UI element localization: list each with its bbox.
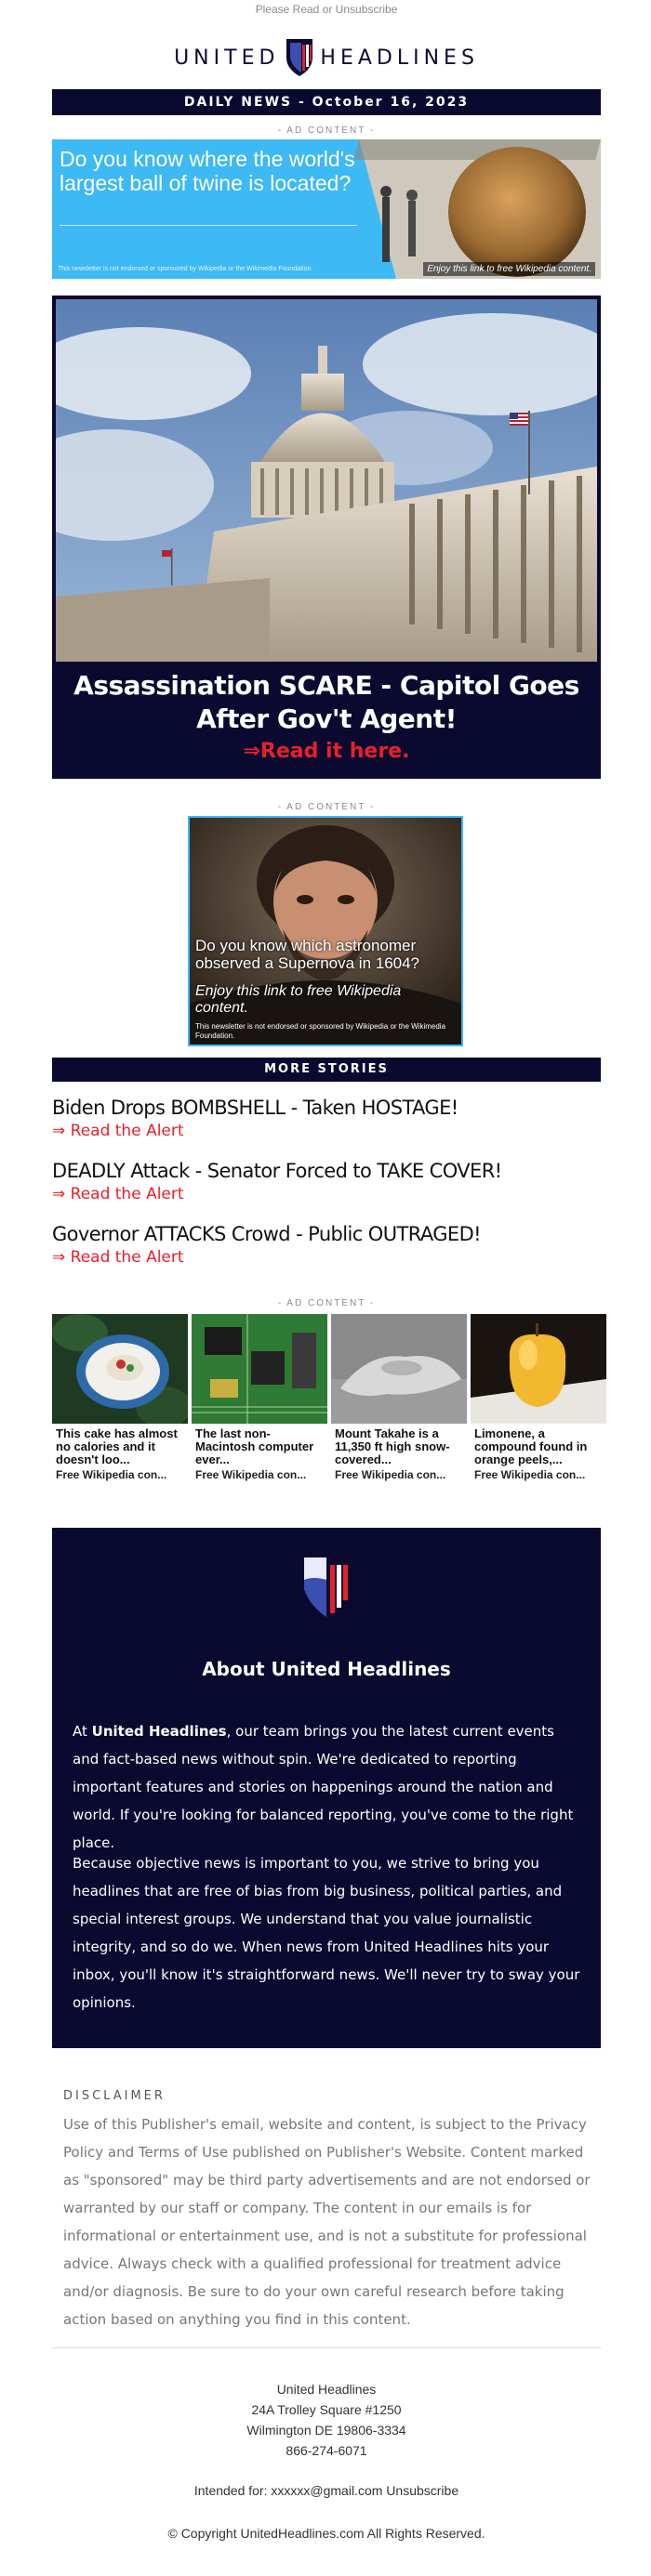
ad-card-source: Free Wikipedia con...: [474, 1468, 586, 1481]
footer-intended-for: [52, 2483, 601, 2498]
story-item[interactable]: [52, 1095, 601, 1149]
about-p1-rest: , our team brings you the latest current events and fact-based news without spin. We're dedicated to reporting important features and stories on happenings around the nation and world. If you're looking for balanced reporting, you've come to the right place.: [73, 1723, 574, 1851]
footer-address: [52, 2379, 601, 2461]
preheader[interactable]: [52, 0, 601, 19]
footer-street: 24A Trolley Square #1250: [251, 2402, 402, 2417]
ad-card-image: [192, 1314, 327, 1424]
ad-grid: [52, 1314, 601, 1500]
about-section: [52, 1528, 601, 2048]
about-paragraph-1: [73, 1717, 580, 1857]
footer-city: Wilmington DE 19806-3334: [246, 2423, 406, 2438]
ad-card-image: [52, 1314, 188, 1424]
story-headline[interactable]: DEADLY Attack - Senator Forced to TAKE COVER!: [52, 1160, 502, 1182]
ad-label: - AD CONTENT -: [277, 125, 376, 136]
ad-label-2: - AD CONTENT -: [277, 802, 376, 812]
disclaimer-text: Use of this Publisher's email, website and content, is subject to the Privacy Policy and Terms of Use published on Publisher's Website. Content marked as "sponsored" may be third party advertisements and are not endorsed or warranted by our staff or company. The content in our emails is for informational or entertainment use, and is not a substitute for professional advice. Always check with a qualified professional for treatment advice and/or diagnosis. Be sure to do your own careful research before taking action based on anything you find in this content.: [63, 2116, 591, 2328]
lemon-photo: [471, 1314, 606, 1424]
shield-flag-icon: [285, 37, 314, 78]
ad-label-3: - AD CONTENT -: [277, 1298, 376, 1308]
unsubscribe-link[interactable]: Unsubscribe: [386, 2483, 459, 2498]
about-title: About United Headlines: [202, 1658, 451, 1680]
shield-flag-icon: [299, 1552, 354, 1626]
ad-card-source: Free Wikipedia con...: [335, 1468, 446, 1481]
ad-card[interactable]: [471, 1314, 606, 1500]
about-p1-brand: United Headlines: [91, 1723, 227, 1740]
ad-card-title: This cake has almost no calories and it doesn't loo...: [56, 1427, 178, 1466]
circuit-board-photo: [192, 1314, 327, 1424]
ad1-caption: Enjoy this link to free Wikipedia content.: [423, 262, 595, 276]
logo[interactable]: [52, 35, 601, 80]
logo-word-united: UNITED: [174, 46, 280, 70]
story-read-link[interactable]: ⇒ Read the Alert: [52, 1185, 184, 1203]
hero-read-link[interactable]: ⇒Read it here.: [243, 740, 410, 763]
cake-photo: [52, 1314, 188, 1424]
ad-card[interactable]: [52, 1314, 188, 1500]
preheader-text[interactable]: Please Read or Unsubscribe: [255, 3, 398, 16]
story-item[interactable]: [52, 1221, 601, 1275]
copyright: © Copyright UnitedHeadlines.com All Rights Reserved.: [167, 2526, 485, 2541]
ad-card[interactable]: [192, 1314, 327, 1500]
story-headline[interactable]: Governor ATTACKS Crowd - Public OUTRAGED!: [52, 1223, 481, 1245]
mount-takahe-photo: [331, 1314, 467, 1424]
capitol-photo: [56, 299, 597, 662]
hero-headline[interactable]: Assassination SCARE - Capitol Goes After Gov't Agent!: [73, 670, 579, 734]
recipient-email[interactable]: xxxxxx@gmail.com: [271, 2483, 383, 2498]
ad-card[interactable]: [331, 1314, 467, 1500]
ad-card-source: Free Wikipedia con...: [195, 1468, 307, 1481]
ad-card-title: Mount Takahe is a 11,350 ft high snow-covered...: [335, 1427, 450, 1466]
ad-card-image: [471, 1314, 606, 1424]
story-headline[interactable]: Biden Drops BOMBSHELL - Taken HOSTAGE!: [52, 1097, 458, 1119]
ad-banner-astronomer[interactable]: [188, 816, 463, 1046]
disclaimer: [52, 2089, 601, 2333]
disclaimer-label: DISCLAIMER: [63, 2089, 166, 2103]
footer-company: United Headlines: [276, 2382, 377, 2397]
hero-story[interactable]: [52, 296, 601, 779]
ad-banner-twine[interactable]: [52, 139, 601, 279]
ad-card-title: The last non-Macintosh computer ever...: [195, 1427, 314, 1466]
ad1-question: Do you know where the world's largest ball of twine is located?: [60, 147, 355, 195]
intended-prefix: Intended for:: [193, 2483, 272, 2498]
ad-card-image: [331, 1314, 467, 1424]
ad2-cta[interactable]: Enjoy this link to free Wikipedia content.: [195, 983, 402, 1016]
story-read-link[interactable]: ⇒ Read the Alert: [52, 1248, 184, 1267]
more-stories-band: MORE STORIES: [52, 1058, 601, 1082]
ad-card-title: Limonene, a compound found in orange peels,...: [474, 1427, 588, 1466]
about-p1-prefix: At: [73, 1723, 92, 1740]
footer-divider: [52, 2347, 601, 2348]
logo-word-headlines: HEADLINES: [320, 46, 479, 70]
ad2-question: Do you know which astronomer observed a Supernova in 1604?: [195, 937, 420, 972]
ad-card-source: Free Wikipedia con...: [56, 1468, 167, 1481]
ad2-fine-print: This newsletter is not endorsed or sponsored by Wikipedia or the Wikimedia Foundation.: [195, 1022, 446, 1040]
story-item[interactable]: [52, 1158, 601, 1212]
story-read-link[interactable]: ⇒ Read the Alert: [52, 1122, 184, 1140]
footer-phone[interactable]: 866-274-6071: [286, 2443, 367, 2458]
ad1-divider: [60, 225, 357, 226]
ad1-fine-print: This newsletter is not endorsed or sponsored by Wikipedia or the Wikimedia Foundation.: [58, 266, 313, 272]
date-band: DAILY NEWS - October 16, 2023: [52, 89, 601, 115]
about-paragraph-2: Because objective news is important to you, we strive to bring you headlines that are free of bias from big business, political parties, and special interest groups. We understand that you value journalistic integrity, and so do we. When news from United Headlines hits your inbox, you'll know it's straightforward news. We'll never try to sway your opinions.: [73, 1855, 580, 2011]
